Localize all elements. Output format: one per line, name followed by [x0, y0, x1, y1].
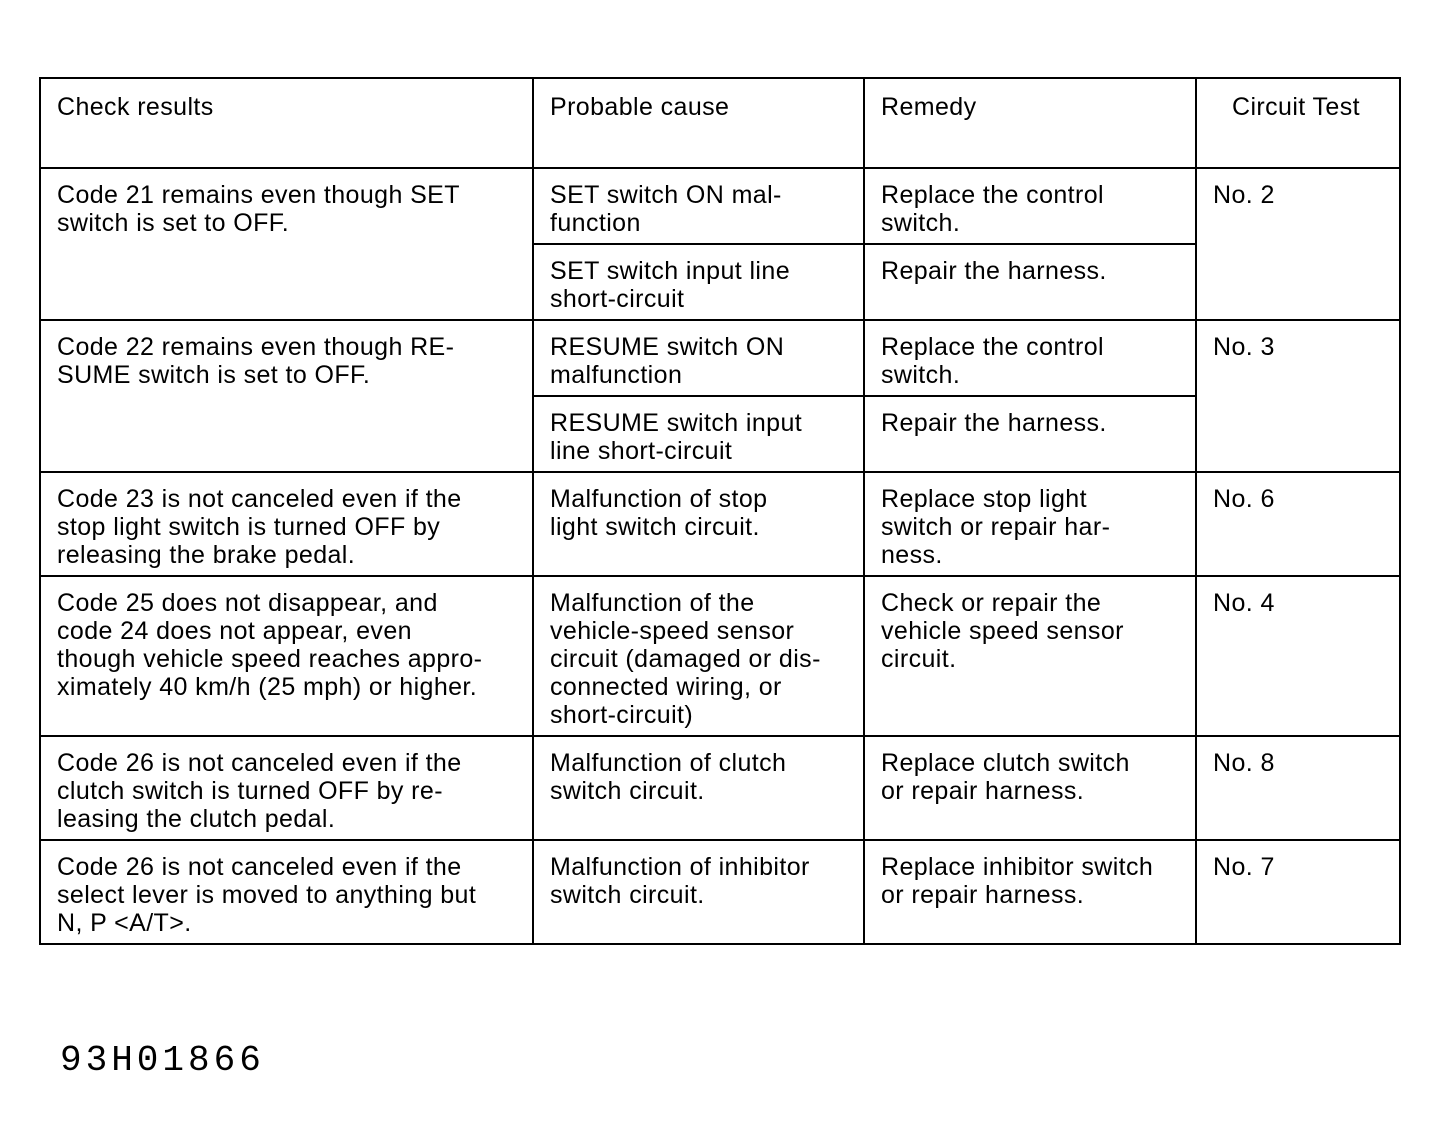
check-result-cell: Code 22 remains even though RE- SUME switch is set to OFF.: [40, 320, 533, 472]
figure-id: 93H01866: [60, 1040, 265, 1081]
probable-cause-cell: RESUME switch ON malfunction: [533, 320, 864, 396]
remedy-cell: Replace stop light switch or repair har- ness.: [864, 472, 1196, 576]
table-row: [40, 840, 1400, 944]
remedy-cell: Replace the control switch.: [864, 320, 1196, 396]
check-result-cell: Code 23 is not canceled even if the stop light switch is turned OFF by releasing the brake pedal.: [40, 472, 533, 576]
table-body: [40, 168, 1400, 944]
circuit-test-cell: No. 8: [1196, 736, 1400, 840]
check-result-cell: Code 21 remains even though SET switch is set to OFF.: [40, 168, 533, 320]
header-row: [40, 78, 1400, 168]
diagnosis-table: [39, 77, 1401, 945]
probable-cause-cell: Malfunction of inhibitor switch circuit.: [533, 840, 864, 944]
remedy-cell: Replace inhibitor switch or repair harness.: [864, 840, 1196, 944]
circuit-test-cell: No. 6: [1196, 472, 1400, 576]
check-result-cell: Code 26 is not canceled even if the select lever is moved to anything but N, P <A/T>.: [40, 840, 533, 944]
table-row: [40, 576, 1400, 736]
header-probable-cause: Probable cause: [533, 78, 864, 168]
check-result-cell: Code 25 does not disappear, and code 24 does not appear, even though vehicle speed reaches appro- ximately 40 km/h (25 mph) or higher.: [40, 576, 533, 736]
probable-cause-cell: SET switch input line short-circuit: [533, 244, 864, 320]
probable-cause-cell: Malfunction of stop light switch circuit.: [533, 472, 864, 576]
probable-cause-cell: SET switch ON mal- function: [533, 168, 864, 244]
remedy-cell: Repair the harness.: [864, 396, 1196, 472]
table-row: [40, 320, 1400, 396]
table-row: [40, 168, 1400, 244]
remedy-cell: Replace the control switch.: [864, 168, 1196, 244]
remedy-cell: Replace clutch switch or repair harness.: [864, 736, 1196, 840]
header-circuit-test: Circuit Test: [1196, 78, 1400, 168]
circuit-test-cell: No. 2: [1196, 168, 1400, 320]
probable-cause-cell: RESUME switch input line short-circuit: [533, 396, 864, 472]
check-result-cell: Code 26 is not canceled even if the clutch switch is turned OFF by re- leasing the clutch pedal.: [40, 736, 533, 840]
probable-cause-cell: Malfunction of the vehicle-speed sensor circuit (damaged or dis- connected wiring, or short-circuit): [533, 576, 864, 736]
circuit-test-cell: No. 7: [1196, 840, 1400, 944]
table-row: [40, 736, 1400, 840]
remedy-cell: Check or repair the vehicle speed sensor circuit.: [864, 576, 1196, 736]
table-row: [40, 472, 1400, 576]
table-header: [40, 78, 1400, 168]
header-remedy: Remedy: [864, 78, 1196, 168]
circuit-test-cell: No. 4: [1196, 576, 1400, 736]
circuit-test-cell: No. 3: [1196, 320, 1400, 472]
header-check-results: Check results: [40, 78, 533, 168]
remedy-cell: Repair the harness.: [864, 244, 1196, 320]
probable-cause-cell: Malfunction of clutch switch circuit.: [533, 736, 864, 840]
